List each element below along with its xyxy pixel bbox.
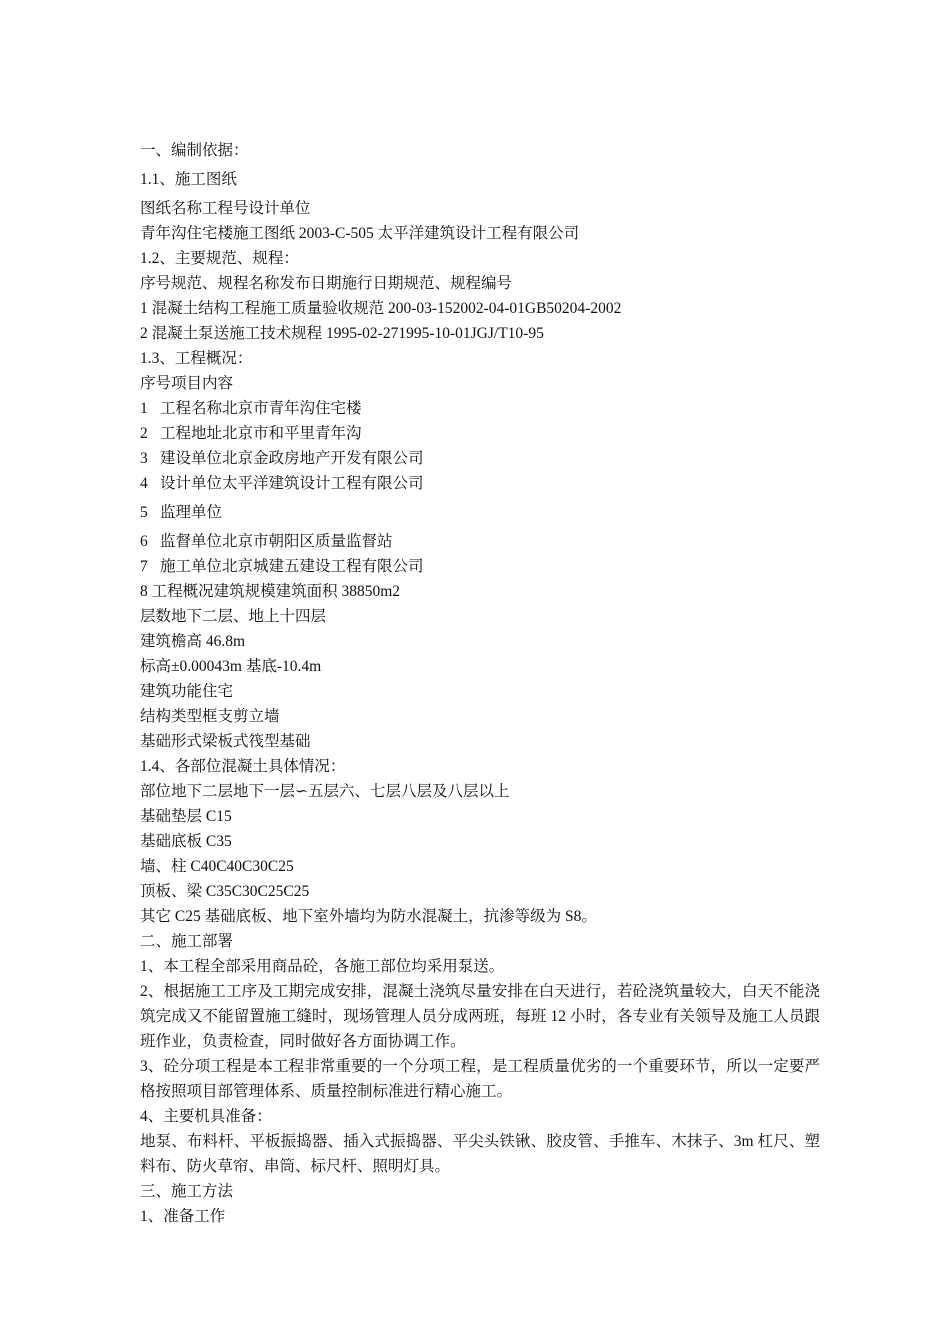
overview-row-structure: 结构类型框支剪立墙: [140, 708, 280, 725]
overview-row-text: 工程地址北京市和平里青年沟: [160, 425, 362, 442]
concrete-table-row: 其它 C25 基础底板、地下室外墙均为防水混凝土，抗渗等级为 S8。: [140, 908, 597, 925]
codes-table-header: 序号规范、规程名称发布日期施行日期规范、规程编号: [140, 275, 513, 292]
subsection-drawings: 1.1、施工图纸: [140, 171, 237, 188]
methods-item-1: 1、准备工作: [140, 1208, 226, 1225]
overview-row-number: 4: [140, 475, 148, 492]
overview-row-text: 施工单位北京城建五建设工程有限公司: [160, 558, 424, 575]
overview-row-text: 监督单位北京市朝阳区质量监督站: [160, 533, 393, 550]
concrete-table-row: 顶板、梁 C35C30C25C25: [140, 883, 310, 900]
overview-row-text: 建设单位北京金政房地产开发有限公司: [160, 450, 424, 467]
section-heading-deployment: 二、施工部署: [140, 933, 234, 950]
overview-row-number: 6: [140, 533, 148, 550]
overview-row-number: 7: [140, 558, 148, 575]
concrete-table-header: 部位地下二层地下一层∽五层六、七层八层及八层以上: [140, 783, 510, 800]
overview-row-elevation: 标高±0.00043m 基底-10.4m: [140, 658, 322, 675]
document-body: [140, 138, 820, 1229]
overview-row-text: 工程名称北京市青年沟住宅楼: [160, 400, 362, 417]
drawings-table-header: 图纸名称工程号设计单位: [140, 200, 311, 217]
overview-row-function: 建筑功能住宅: [140, 683, 234, 700]
overview-row-number: 2: [140, 425, 148, 442]
codes-table-row: 2 混凝土泵送施工技术规程 1995-02-271995-10-01JGJ/T10-95: [140, 325, 544, 342]
overview-row-text: 监理单位: [160, 504, 223, 521]
drawings-table-row: 青年沟住宅楼施工图纸 2003-C-505 太平洋建筑设计工程有限公司: [140, 225, 580, 242]
subsection-concrete: 1.4、各部位混凝土具体情况：: [140, 758, 346, 775]
overview-row-number: 3: [140, 450, 148, 467]
overview-row: [140, 446, 820, 471]
overview-row: [140, 554, 820, 579]
overview-row: [140, 421, 820, 446]
subsection-codes: 1.2、主要规范、规程：: [140, 250, 299, 267]
equipment-list: 地泵、布料杆、平板振捣器、插入式振捣器、平尖头铁锹、胶皮管、手推车、木抹子、3m 杠尺、塑料布、防火草帘、串筒、标尺杆、照明灯具。: [140, 1133, 820, 1175]
deployment-item-1: 1、本工程全部采用商品砼，各施工部位均采用泵送。: [140, 958, 505, 975]
overview-row-text: 设计单位太平洋建筑设计工程有限公司: [160, 475, 424, 492]
section-heading-methods: 三、施工方法: [140, 1183, 234, 1200]
subsection-overview: 1.3、工程概况：: [140, 350, 253, 367]
section-heading-basis: 一、编制依据：: [140, 142, 249, 159]
overview-row: [140, 396, 820, 421]
overview-row-scale: 8 工程概况建筑规模建筑面积 38850m2: [140, 583, 401, 600]
overview-row-number: 5: [140, 504, 148, 521]
overview-row-floors: 层数地下二层、地上十四层: [140, 608, 327, 625]
deployment-item-2: 2、根据施工工序及工期完成安排，混凝土浇筑尽量安排在白天进行，若砼浇筑量较大，白天不能浇筑完成又不能留置施工缝时，现场管理人员分成两班，每班 12 小时，各专业有关领导及施工人员跟班作业，负责检查，同时做好各方面协调工作。: [140, 983, 820, 1050]
overview-row: [140, 500, 820, 525]
overview-row: [140, 529, 820, 554]
concrete-table-row: 基础垫层 C15: [140, 808, 232, 825]
overview-table-header: 序号项目内容: [140, 375, 234, 392]
concrete-table-row: 基础底板 C35: [140, 833, 232, 850]
overview-row-height: 建筑檐高 46.8m: [140, 633, 246, 650]
overview-row-number: 1: [140, 400, 148, 417]
deployment-item-3: 3、砼分项工程是本工程非常重要的一个分项工程，是工程质量优劣的一个重要环节，所以一定要严格按照项目部管理体系、质量控制标准进行精心施工。: [140, 1058, 820, 1100]
overview-row: [140, 471, 820, 496]
codes-table-row: 1 混凝土结构工程施工质量验收规范 200-03-152002-04-01GB50204-2002: [140, 300, 622, 317]
equipment-heading: 4、主要机具准备：: [140, 1108, 272, 1125]
concrete-table-row: 墙、柱 C40C40C30C25: [140, 858, 294, 875]
overview-row-foundation: 基础形式梁板式筏型基础: [140, 733, 311, 750]
